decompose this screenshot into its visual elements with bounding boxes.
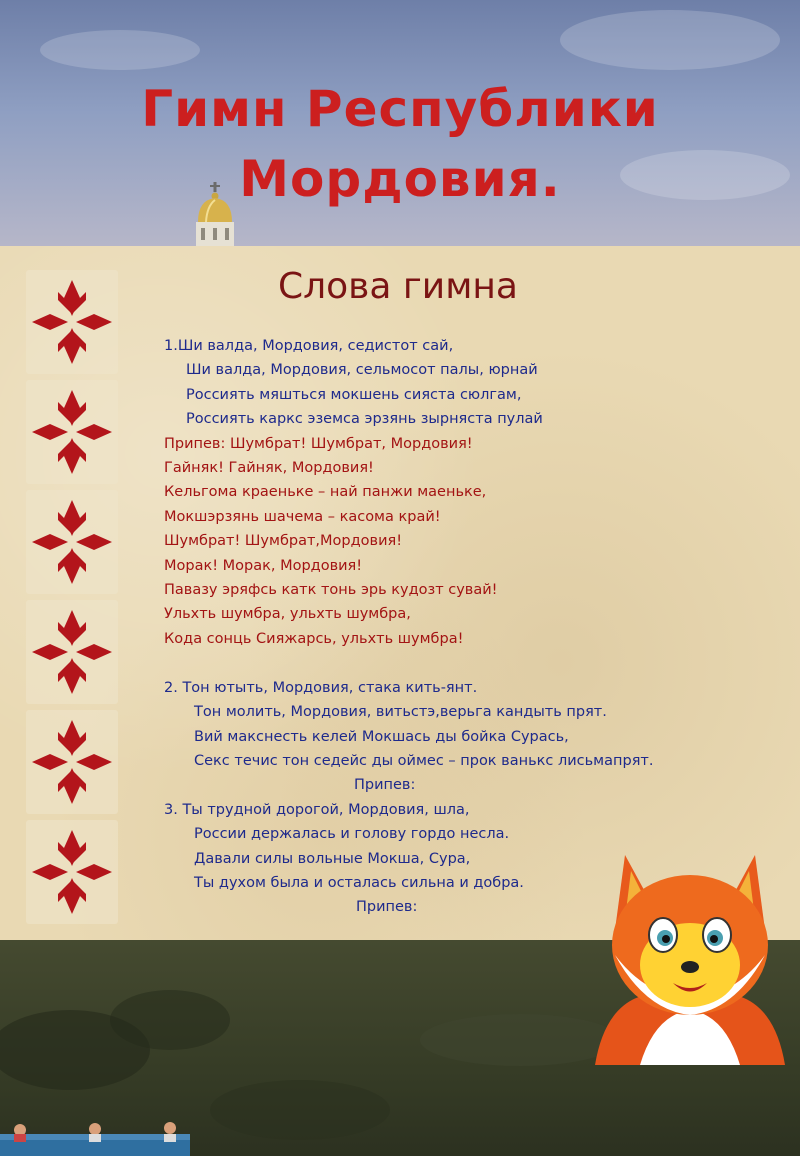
chorus-line: Павазу эряфсь катк тонь эрь кудозт сувай! [164, 582, 498, 599]
verse-line: Россиять каркс эземса эрзянь зырняста пулай [186, 411, 543, 428]
verse-line: Россиять мяшться мокшень сияста сюлгам, [186, 386, 522, 403]
ornament-icon [26, 490, 118, 594]
boat-image [0, 1120, 190, 1156]
verse-line: Тон молить, Мордовия, витьстэ,верьга кандыть прят. [194, 704, 607, 721]
verse-line: 1.Ши валда, Мордовия, седистот сай, [164, 338, 454, 354]
ornament-icon [26, 380, 118, 484]
ornament-column [26, 270, 118, 930]
verse-line [164, 651, 764, 675]
chorus-line: Шумбрат! Шумбрат,Мордовия! [164, 533, 403, 550]
verse-line: Вий макснесть келей Мокшась ды бойка Сурась, [194, 728, 569, 745]
chorus-line: Морак! Морак, Мордовия! [164, 557, 363, 574]
chorus-line: Ульхть шумбра, ульхть шумбра, [164, 606, 411, 623]
ornament-icon [26, 710, 118, 814]
ornament-icon [26, 270, 118, 374]
chorus-line: Кода сонць Сияжарсь, ульхть шумбра! [164, 630, 464, 647]
ornament-icon [26, 820, 118, 924]
title-line-1: Гимн Республики [141, 80, 659, 138]
page-title [0, 74, 800, 214]
verse-line: Секс течис тон седейс ды оймес – прок ванькс лисьмапрят. [194, 752, 654, 769]
verse-line: Давали силы вольные Мокша, Сура, [194, 850, 471, 867]
verse-line: Ты духом была и осталась сильна и добра. [194, 874, 524, 891]
verse-line: Ши валда, Мордовия, сельмосот палы, юрнай [186, 362, 538, 379]
verse-line: России держалась и голову гордо несла. [194, 826, 510, 843]
verse-line: 3. Ты трудной дорогой, Мордовия, шла, [164, 801, 470, 818]
ornament-icon [26, 600, 118, 704]
title-line-2: Мордовия. [239, 150, 561, 208]
chorus-line: Мокшэрзянь шачема – касома край! [164, 508, 441, 525]
chorus-line: Кельгома краеньке – най панжи маеньке, [164, 484, 487, 501]
verse-line: 2. Тон ютыть, Мордовия, стака кить-янт. [164, 679, 478, 696]
chorus-line: Припев: Шумбрат! Шумбрат, Мордовия! [164, 435, 473, 452]
lyrics-heading: Слова гимна [278, 266, 518, 307]
verse-line: Припев: [356, 899, 418, 916]
lyrics-list [164, 334, 764, 920]
chorus-line: Гайняк! Гайняк, Мордовия! [164, 460, 374, 477]
fox-mascot-image [585, 835, 795, 1080]
verse-line: Припев: [354, 777, 416, 794]
